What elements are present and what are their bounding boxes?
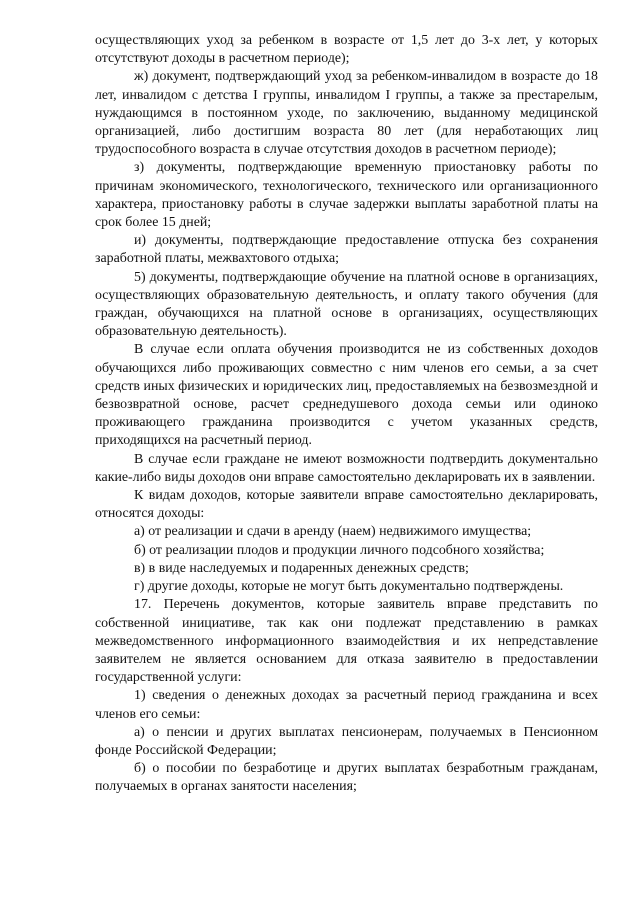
paragraph-income-b: б) от реализации плодов и продукции личного подсобного хозяйства; bbox=[134, 542, 545, 558]
document-page bbox=[95, 32, 598, 797]
paragraph-continuation: осуществляющих уход за ребенком в возрасте от 1,5 лет до 3-х лет, у которых отсутствуют доходы в расчетном периоде); bbox=[95, 33, 598, 67]
paragraph-income-types-intro: К видам доходов, которые заявители вправе самостоятельно декларировать, относятся доходы: bbox=[95, 488, 598, 522]
paragraph-17-item-b: б) о пособии по безработице и других выплатах безработным гражданам, получаемых в органах занятости населения; bbox=[95, 761, 598, 795]
paragraph-tuition-payment: В случае если оплата обучения производится не из собственных доходов обучающихся либо проживающих совместно с ним членов его семьи, а за счет средств иных физических и юридических лиц, предоставляемых на безвозмездной и безвозвратной основе, расчет среднедушевого дохода семьи или одиноко проживающего гражданина производится с учетом указанных средств, приходящихся на расчетный период. bbox=[95, 342, 598, 449]
paragraph-income-v: в) в виде наследуемых и подаренных денежных средств; bbox=[134, 560, 469, 576]
paragraph-income-g: г) другие доходы, которые не могут быть документально подтверждены. bbox=[134, 579, 564, 595]
paragraph-17-item-1: 1) сведения о денежных доходах за расчетный период гражданина и всех членов его семьи: bbox=[95, 688, 598, 722]
paragraph-item-z: з) документы, подтверждающие временную приостановку работы по причинам экономического, технологического, технического или организационного характера, приостановку работы в случае задержки выплаты заработной платы на срок более 15 дней; bbox=[95, 160, 598, 231]
paragraph-item-zh: ж) документ, подтверждающий уход за ребенком-инвалидом в возрасте до 18 лет, инвалидом с детства I группы, инвалидом I группы, а также за престарелым, нуждающимся в постоянном уходе, по заключению, выданному медицинской организацией, либо достигшим возраста 80 лет (для неработающих лиц трудоспособного возраста в случае отсутствия доходов в расчетном периоде); bbox=[95, 69, 598, 158]
paragraph-item-i: и) документы, подтверждающие предоставление отпуска без сохранения заработной платы, межвахтового отдыха; bbox=[95, 233, 598, 267]
paragraph-income-a: а) от реализации и сдачи в аренду (наем) недвижимого имущества; bbox=[134, 524, 532, 540]
paragraph-self-declare: В случае если граждане не имеют возможности подтвердить документально какие-либо виды доходов они вправе самостоятельно декларировать их в заявлении. bbox=[95, 451, 598, 485]
paragraph-item-5: 5) документы, подтверждающие обучение на платной основе в организациях, осуществляющих образовательную деятельность, и оплату такого обучения (для граждан, обучающихся на платной основе в организациях, осуществляющих образовательную деятельность). bbox=[95, 269, 598, 340]
paragraph-17-item-a: а) о пенсии и других выплатах пенсионерам, получаемых в Пенсионном фонде Российской Федерации; bbox=[95, 724, 598, 758]
paragraph-section-17: 17. Перечень документов, которые заявитель вправе представить по собственной инициативе, так как они подлежат представлению в рамках межведомственного информационного взаимодействия и их непредставление заявителем не является основанием для отказа заявителю в предоставлении государственной услуги: bbox=[95, 597, 598, 686]
